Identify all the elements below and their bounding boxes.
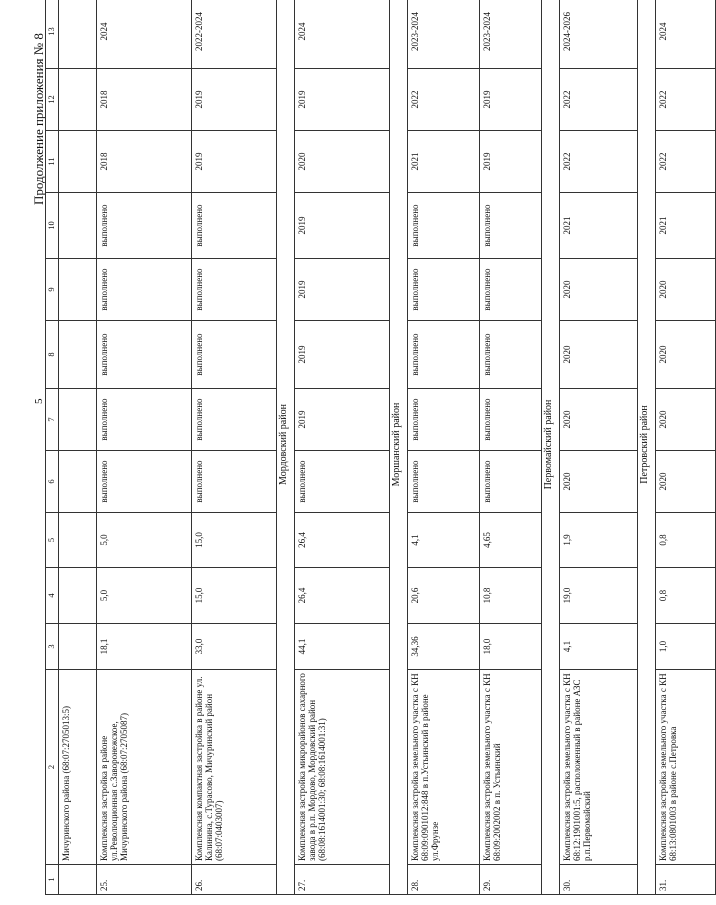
row-number: 30.	[559, 865, 637, 895]
table-cell: 19,0	[559, 568, 637, 624]
district-name: Моршанский район	[389, 0, 407, 895]
table-cell: 26,4	[294, 513, 389, 568]
table-row	[407, 0, 479, 895]
table-cell	[58, 193, 96, 259]
table-row	[58, 0, 96, 895]
table-cell: выполнено	[407, 321, 479, 389]
object-description: Комплексная застройка земельного участка с КН 68:09:0901012:848 в п.Устьинский в районе ул.Фрунзе	[407, 670, 479, 865]
district-header-row	[276, 0, 294, 895]
table-cell: 2019	[479, 69, 541, 131]
table-cell: 10,8	[479, 568, 541, 624]
column-number: 7	[46, 389, 59, 451]
table-cell	[58, 513, 96, 568]
table-cell: 2020	[559, 389, 637, 451]
page-number: 5	[33, 398, 45, 404]
table-cell	[58, 568, 96, 624]
table-cell: выполнено	[96, 321, 191, 389]
table-cell: выполнено	[96, 451, 191, 513]
table-cell: выполнено	[407, 259, 479, 321]
table-cell: 2024-2026	[559, 0, 637, 69]
row-number: 25.	[96, 865, 191, 895]
table-cell	[58, 624, 96, 670]
table-cell: 2018	[96, 131, 191, 193]
column-number: 6	[46, 451, 59, 513]
table-cell: 2022	[655, 69, 715, 131]
table-cell: 26,4	[294, 568, 389, 624]
table-cell: 2019	[191, 69, 276, 131]
table-cell: выполнено	[191, 321, 276, 389]
object-description: Мичуринского района (68:07:2705013:5)	[58, 670, 96, 865]
table-cell: 2024	[96, 0, 191, 69]
table-cell: 5,0	[96, 568, 191, 624]
table-cell: выполнено	[407, 451, 479, 513]
district-header-row	[637, 0, 655, 895]
column-number: 13	[46, 0, 59, 69]
column-number: 10	[46, 193, 59, 259]
table-cell: 2023-2024	[479, 0, 541, 69]
table-row	[96, 0, 191, 895]
table-row	[655, 0, 715, 895]
table-cell: 18,0	[479, 624, 541, 670]
column-number-row	[46, 0, 59, 895]
district-name: Петровский район	[637, 0, 655, 895]
table-cell: 2020	[655, 321, 715, 389]
table-cell: 2020	[559, 451, 637, 513]
table-cell: выполнено	[191, 389, 276, 451]
table-cell: 2020	[559, 259, 637, 321]
district-name: Мордовский район	[276, 0, 294, 895]
row-number: 29.	[479, 865, 541, 895]
district-header-row	[541, 0, 559, 895]
table-cell: выполнено	[479, 321, 541, 389]
column-number: 11	[46, 131, 59, 193]
column-number: 4	[46, 568, 59, 624]
table-cell: 2021	[559, 193, 637, 259]
data-table	[45, 0, 716, 895]
table-cell: 2024	[294, 0, 389, 69]
column-number: 3	[46, 624, 59, 670]
table-cell: 34,36	[407, 624, 479, 670]
table-cell	[58, 321, 96, 389]
table-cell: выполнено	[96, 389, 191, 451]
table-cell: 4,65	[479, 513, 541, 568]
table-cell: 20,6	[407, 568, 479, 624]
table-cell: выполнено	[191, 193, 276, 259]
row-number: 31.	[655, 865, 715, 895]
table-cell: выполнено	[479, 259, 541, 321]
table-cell: 2022	[655, 131, 715, 193]
district-name: Первомайский район	[541, 0, 559, 895]
table-row	[559, 0, 637, 895]
table-cell: 15,0	[191, 568, 276, 624]
table-row	[294, 0, 389, 895]
table-cell: 2019	[294, 389, 389, 451]
object-description: Комплексная застройка в районе ул.Революционная с.Заворонежское, Мичуринского района (68:07:2705087)	[96, 670, 191, 865]
table-cell: 33,0	[191, 624, 276, 670]
table-cell	[58, 389, 96, 451]
row-number: 28.	[407, 865, 479, 895]
table-cell: 2020	[655, 389, 715, 451]
appendix-title: Продолжение приложения № 8	[31, 33, 46, 205]
table-cell: 2022	[559, 131, 637, 193]
table-cell: 2019	[294, 69, 389, 131]
table-container	[45, 12, 679, 895]
table-cell: выполнено	[191, 259, 276, 321]
table-cell: выполнено	[191, 451, 276, 513]
table-cell: выполнено	[479, 389, 541, 451]
table-cell: выполнено	[479, 451, 541, 513]
table-cell: 2019	[479, 131, 541, 193]
table-cell: выполнено	[479, 193, 541, 259]
table-cell	[58, 451, 96, 513]
object-description: Комплексная компактная застройка в районе ул. Калинина, с.Турасово, Мичуринский район (68:07:0403007)	[191, 670, 276, 865]
table-cell: 2019	[294, 259, 389, 321]
table-cell: выполнено	[96, 193, 191, 259]
table-cell: выполнено	[294, 451, 389, 513]
column-number: 12	[46, 69, 59, 131]
column-number: 5	[46, 513, 59, 568]
district-header-row	[389, 0, 407, 895]
table-cell: 0,8	[655, 568, 715, 624]
table-cell	[58, 69, 96, 131]
object-description: Комплексная застройка микрорайонов сахарного завода в р.п. Мордово, Мордовский район (68:08:1614001:30; 68:08:1614001:31)	[294, 670, 389, 865]
table-cell: 2020	[294, 131, 389, 193]
column-number: 2	[46, 670, 59, 865]
table-cell: 2020	[655, 259, 715, 321]
table-cell: выполнено	[407, 389, 479, 451]
table-cell: 4,1	[407, 513, 479, 568]
object-description: Комплексная застройка земельного участка с КН 68:12:1901001:5, расположенный в районе АЗС р.п.Первомайский	[559, 670, 637, 865]
table-cell: 2022-2024	[191, 0, 276, 69]
table-cell: 2020	[655, 451, 715, 513]
row-number: 26.	[191, 865, 276, 895]
table-body	[46, 0, 716, 895]
table-cell	[58, 0, 96, 69]
table-cell: 2020	[559, 321, 637, 389]
table-cell: 2019	[294, 321, 389, 389]
table-cell: 18,1	[96, 624, 191, 670]
table-cell: 2024	[655, 0, 715, 69]
object-description: Комплексная застройка земельного участка с КН 68:09:2002002 в п. Устьинский	[479, 670, 541, 865]
table-cell: 15,0	[191, 513, 276, 568]
table-cell: 2019	[294, 193, 389, 259]
table-cell: 5,0	[96, 513, 191, 568]
table-cell	[58, 259, 96, 321]
table-cell: 2022	[559, 69, 637, 131]
table-cell: 2019	[191, 131, 276, 193]
table-cell: выполнено	[96, 259, 191, 321]
table-cell: 2018	[96, 69, 191, 131]
table-cell: 2021	[407, 131, 479, 193]
table-cell: 44,1	[294, 624, 389, 670]
row-number: 27.	[294, 865, 389, 895]
table-cell: 2023-2024	[407, 0, 479, 69]
column-number: 9	[46, 259, 59, 321]
table-cell	[58, 131, 96, 193]
table-cell: 2021	[655, 193, 715, 259]
table-cell: 1,0	[655, 624, 715, 670]
table-row	[479, 0, 541, 895]
column-number: 1	[46, 865, 59, 895]
table-cell: выполнено	[407, 193, 479, 259]
table-cell: 0,8	[655, 513, 715, 568]
table-cell: 1,9	[559, 513, 637, 568]
table-cell: 2022	[407, 69, 479, 131]
row-number	[58, 865, 96, 895]
table-row	[191, 0, 276, 895]
object-description: Комплексная застройка земельного участка с КН 68:13:0801003 в районе с.Петровка	[655, 670, 715, 865]
table-cell: 4,1	[559, 624, 637, 670]
column-number: 8	[46, 321, 59, 389]
